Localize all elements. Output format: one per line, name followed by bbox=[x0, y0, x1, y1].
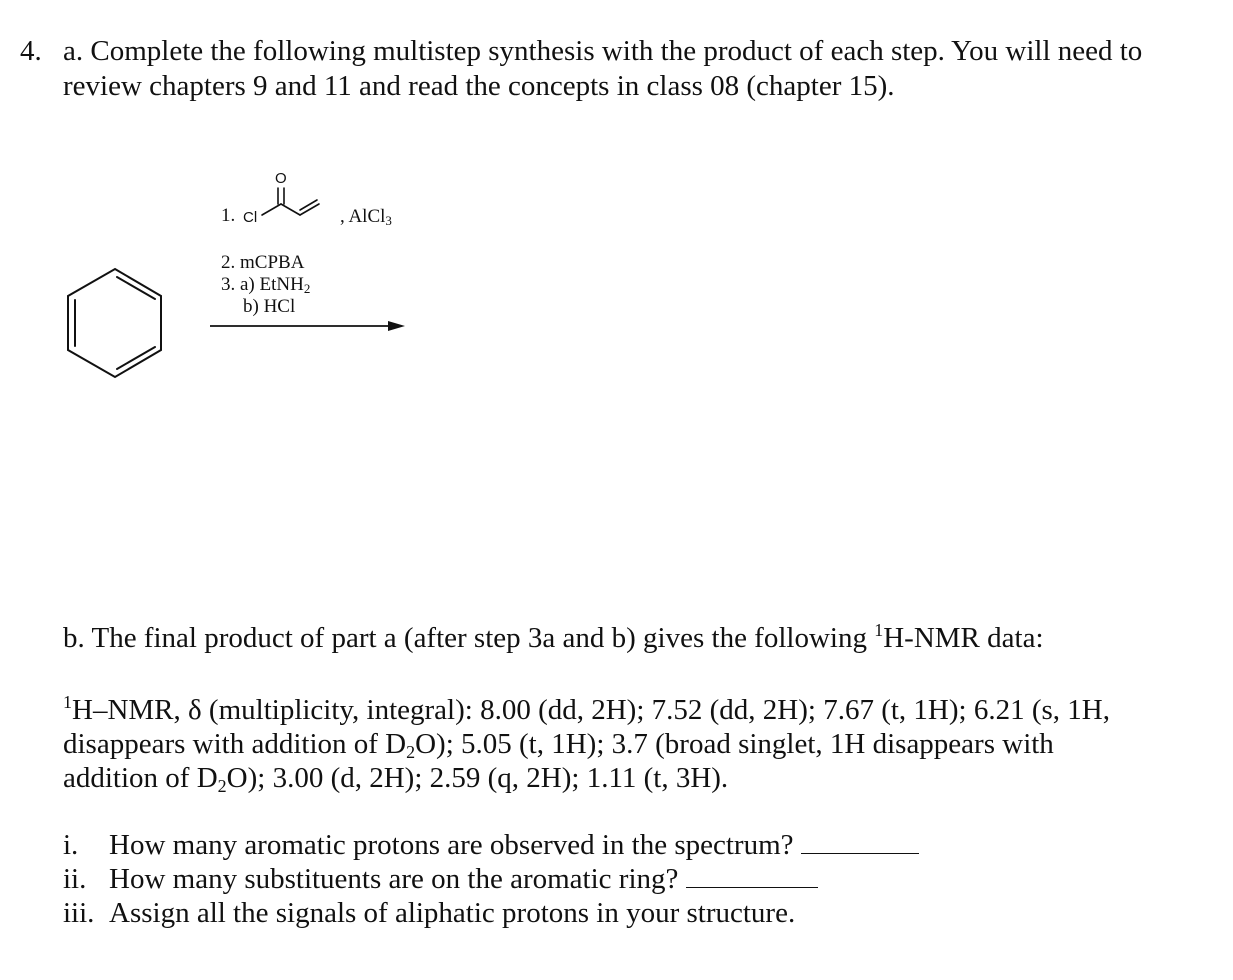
step1-catalyst: , AlCl$_3$ bbox=[340, 206, 392, 228]
step3a-reagent: 3. a) EtNH$_2$ bbox=[221, 274, 311, 296]
benzene-structure bbox=[68, 269, 161, 377]
subquestion-number: iii. bbox=[63, 897, 95, 929]
part-a-instruction-line1: a. Complete the following multistep synthesis with the product of each step. You will need to bbox=[63, 35, 1143, 67]
part-a-instruction-line2: review chapters 9 and 11 and read the concepts in class 08 (chapter 15). bbox=[63, 70, 895, 102]
subquestion-number: ii. bbox=[63, 863, 87, 895]
subquestion-text: How many substituents are on the aromatic ring? bbox=[109, 863, 679, 895]
nmr-data-line1: $^1$H–NMR, δ (multiplicity, integral): 8.00 (dd, 2H); 7.52 (dd, 2H); 7.67 (t, 1H); 6.21 (s, 1H, bbox=[63, 692, 1110, 726]
oxygen-atom-label: O bbox=[275, 170, 287, 187]
nmr-data-line2: disappears with addition of $D_2O$); 5.05 (t, 1H); 3.7 (broad singlet, 1H disappears with bbox=[63, 728, 1054, 762]
acryloyl-chloride-structure bbox=[262, 188, 319, 215]
answer-blank-i[interactable] bbox=[801, 831, 919, 854]
answer-blank-ii[interactable] bbox=[686, 865, 818, 888]
subquestion-number: i. bbox=[63, 829, 79, 861]
step3b-reagent: b) HCl bbox=[243, 296, 296, 317]
subquestion-i bbox=[63, 828, 919, 862]
step2-reagent: 2. mCPBA bbox=[221, 252, 305, 273]
reaction-arrow bbox=[210, 321, 405, 331]
question-number: 4. bbox=[20, 35, 42, 67]
step1-number: 1. bbox=[221, 205, 236, 226]
nmr-data-line3: addition of $D_2O$); 3.00 (d, 2H); 2.59 (q, 2H); 1.11 (t, 3H). bbox=[63, 762, 729, 796]
subquestion-iii bbox=[63, 896, 795, 930]
chlorine-atom-label: Cl bbox=[243, 209, 258, 226]
subquestion-text: Assign all the signals of aliphatic protons in your structure. bbox=[109, 897, 796, 929]
part-b-intro: b. The final product of part a (after step 3a and b) gives the following $^1$H-NMR data: bbox=[63, 620, 1044, 654]
subquestion-ii bbox=[63, 862, 818, 896]
subquestion-text: How many aromatic protons are observed in the spectrum? bbox=[109, 829, 794, 861]
